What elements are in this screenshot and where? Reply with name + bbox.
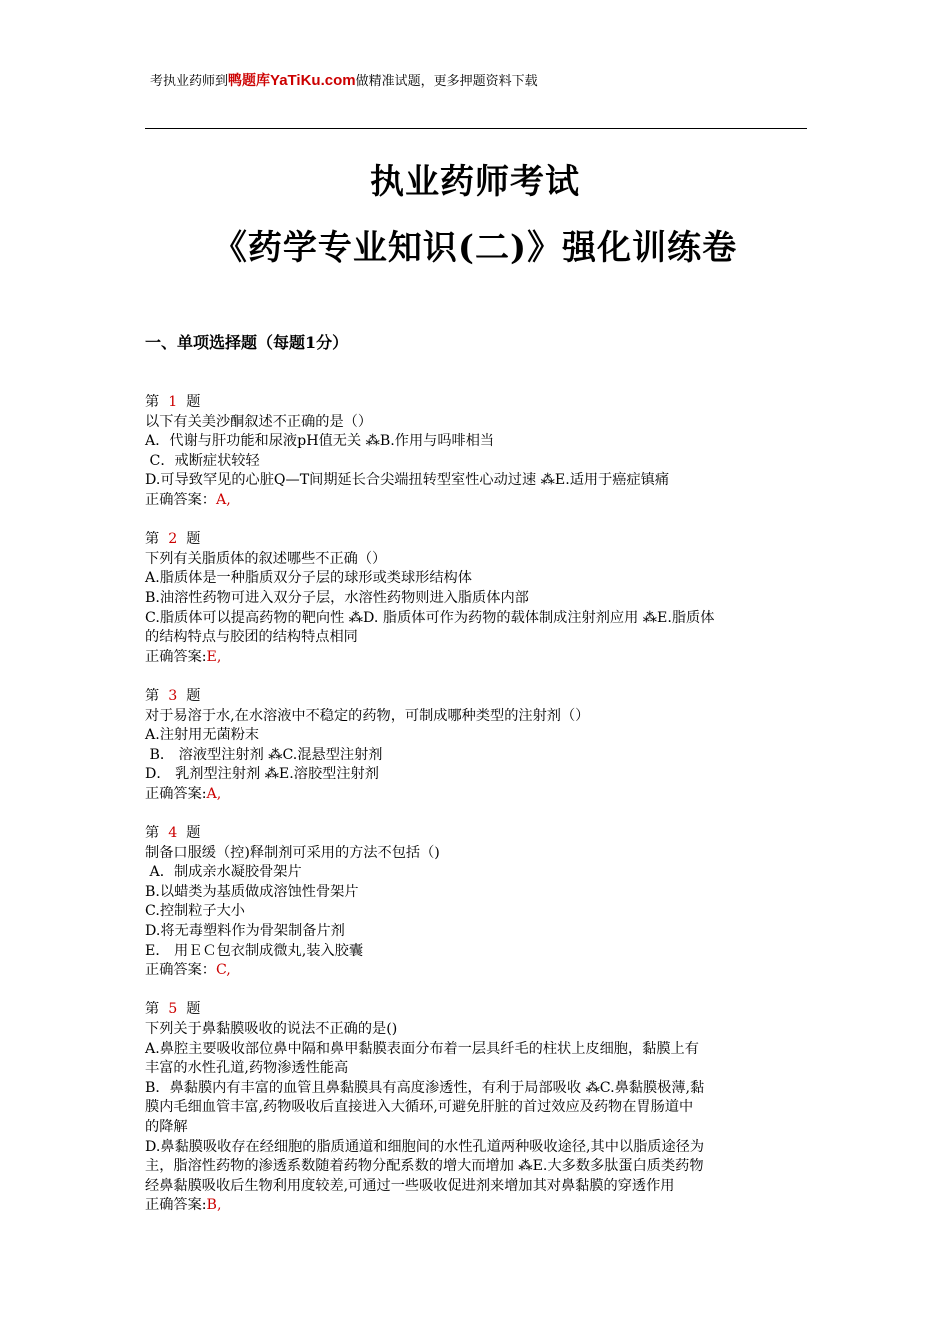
document-title: 执业药师考试 [370,162,580,202]
question-option-line: 的结构特点与胶团的结构特点相同 [145,629,358,646]
question-option-line: C.控制粒子大小 [145,903,245,920]
question-stem: 下列关于鼻黏膜吸收的说法不正确的是() [145,1021,398,1037]
correct-answer-value: B, [206,1197,222,1214]
correct-answer-label: 正确答案: [145,785,207,802]
document-subtitle: 《药学专业知识(二)》强化训练卷 [212,228,738,268]
question-option-line: D.可导致罕见的心脏Q—T间期延长合尖端扭转型室性心动过速 ⁂E.适用于癌症镇痛 [145,472,670,489]
correct-answer [145,1196,809,1216]
question-option-line: 经鼻黏膜吸收后生物利用度较差,可通过一些吸收促进剂来增加其对鼻黏膜的穿透作用 [145,1177,675,1194]
question-option-line: D.鼻黏膜吸收存在经细胞的脂质通道和细胞间的水性孔道两种吸收途径,其中以脂质途径为 [145,1138,705,1155]
question-list [145,393,809,1236]
question-option-line: D.将无毒塑料作为骨架制备片剂 [145,923,345,940]
question-stem: 下列有关脂质体的叙述哪些不正确（） [145,550,387,567]
question-label-prefix: 第 [145,687,169,704]
question-option-line: A．代谢与肝功能和尿液pH值无关 ⁂B.作用与吗啡相当 [145,433,495,450]
header-brand: 鸭题库 [228,72,271,88]
question-item [145,824,809,981]
question-number [145,687,809,707]
question-number [145,530,809,550]
question-label-suffix: 题 [177,531,201,548]
question-item [145,530,809,667]
question-label-prefix: 第 [145,394,169,410]
header-divider [145,128,807,129]
question-number [145,393,809,413]
question-number-value: 2 [168,531,178,548]
header-suffix: 做精准试题，更多押题资料下载 [355,74,538,89]
question-number-value: 1 [168,394,178,410]
question-option-line: A.鼻腔主要吸收部位鼻中隔和鼻甲黏膜表面分布着一层具纤毛的柱状上皮细胞，黏膜上有 [145,1040,699,1057]
question-label-prefix: 第 [145,531,169,548]
question-item [145,687,809,805]
correct-answer [145,491,809,511]
question-number [145,824,809,844]
question-number-value: 5 [168,1001,178,1018]
question-option-line: E． 用ＥＣ包衣制成微丸,装入胶囊 [145,942,364,959]
question-stem: 制备口服缓（控)释制剂可采用的方法不包括（) [145,844,440,861]
correct-answer-value: C, [215,962,231,979]
question-option-line: 膜内毛细血管丰富,药物吸收后直接进入大循环,可避免肝脏的首过效应及药物在胃肠道中 [145,1099,694,1116]
correct-answer [145,648,809,668]
question-label-suffix: 题 [177,687,201,704]
question-option-line: A.注射用无菌粉末 [145,727,260,744]
question-number-value: 3 [168,687,178,704]
question-item [145,393,809,511]
correct-answer-label: 正确答案： [145,962,216,979]
header-domain-link[interactable]: YaTiKu.com [270,72,356,89]
correct-answer-value: A, [206,785,222,802]
question-option-line: A．制成亲水凝胶骨架片 [145,864,302,881]
question-label-suffix: 题 [177,825,201,842]
correct-answer-label: 正确答案: [145,648,207,665]
correct-answer [145,961,809,981]
question-option-line: B.以蜡类为基质做成溶蚀性骨架片 [145,883,359,900]
header-prefix: 考执业药师到 [150,74,229,89]
correct-answer-label: 正确答案： [145,491,216,508]
question-option-line: B． 溶液型注射剂 ⁂C.混悬型注射剂 [145,746,383,763]
section-title: 一、单项选择题（每题1分） [145,333,349,352]
question-option-line: 丰富的水性孔道,药物渗透性能高 [145,1060,349,1077]
question-label-prefix: 第 [145,825,169,842]
question-number [145,1000,809,1020]
correct-answer-value: A, [215,491,231,508]
question-option-line: 的降解 [145,1118,188,1135]
correct-answer-value: E, [206,648,222,665]
question-label-suffix: 题 [177,394,201,410]
question-option-line: 主，脂溶性药物的渗透系数随着药物分配系数的增大而增加 ⁂E.大多数多肽蛋白质类药物 [145,1158,704,1175]
question-option-line: A.脂质体是一种脂质双分子层的球形或类球形结构体 [145,570,472,587]
question-label-prefix: 第 [145,1001,169,1018]
correct-answer-label: 正确答案: [145,1197,207,1214]
correct-answer [145,785,809,805]
page-header [150,70,538,90]
question-option-line: C．戒断症状较轻 [145,452,260,469]
question-option-line: B.油溶性药物可进入双分子层，水溶性药物则进入脂质体内部 [145,589,529,606]
question-option-line: D． 乳剂型注射剂 ⁂E.溶胶型注射剂 [145,766,379,783]
question-number-value: 4 [168,825,178,842]
question-label-suffix: 题 [177,1001,201,1018]
question-stem: 对于易溶于水,在水溶液中不稳定的药物，可制成哪种类型的注射剂（） [145,707,590,724]
question-option-line: B．鼻黏膜内有丰富的血管且鼻黏膜具有高度渗透性，有利于局部吸收 ⁂C.鼻黏膜极薄,黏 [145,1079,705,1096]
question-stem: 以下有关美沙酮叙述不正确的是（） [145,413,373,430]
question-option-line: C.脂质体可以提高药物的靶向性 ⁂D. 脂质体可作为药物的载体制成注射剂应用 ⁂E.脂质体 [145,609,715,626]
question-item [145,1000,809,1216]
